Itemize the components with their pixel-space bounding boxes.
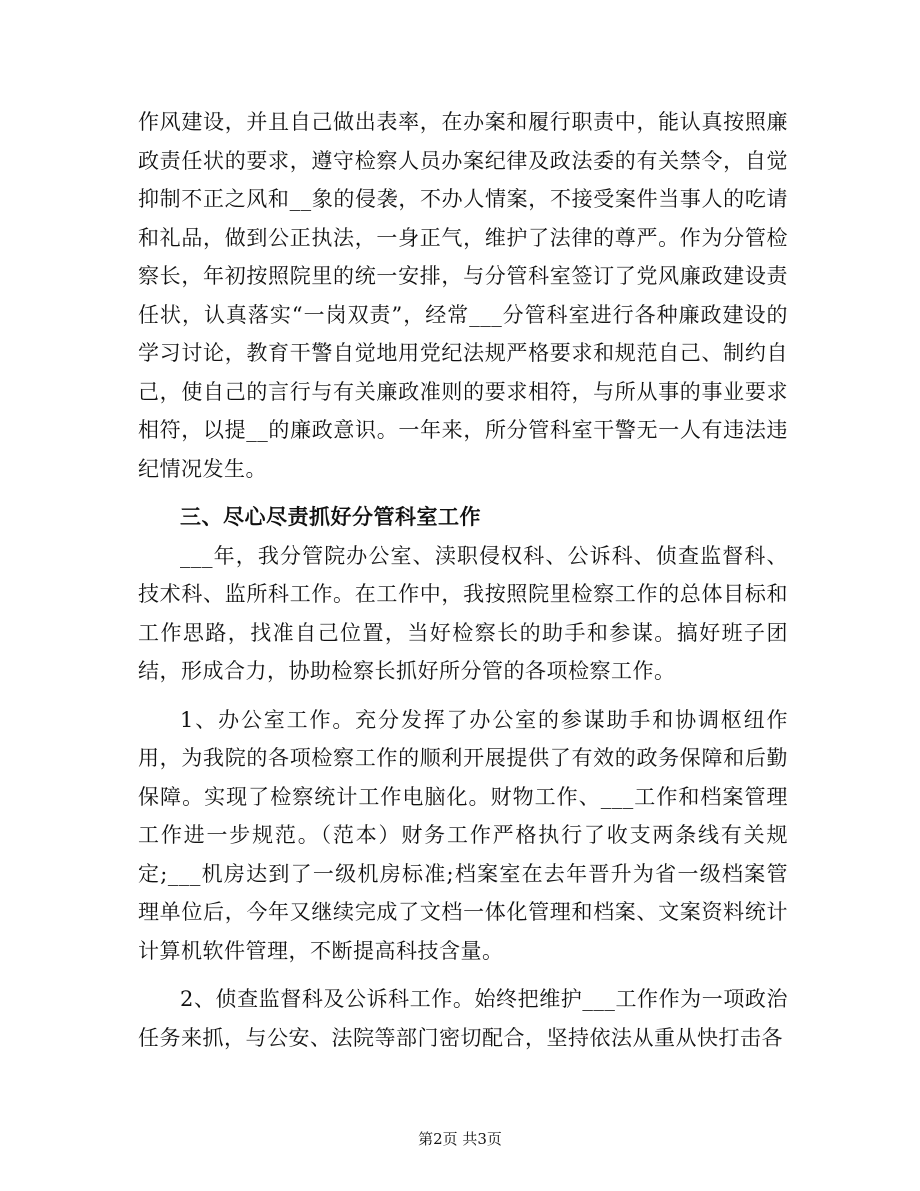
paragraph-intro: ___年，我分管院办公室、渎职侵权科、公诉科、侦查监督科、技术科、监所科工作。在工作中，我按照院里检察工作的总体目标和工作思路，找准自己位置，当好检察长的助手和参谋。搞好班子团结，形成合力，协助检察长抓好所分管的各项检察工作。	[138, 543, 788, 683]
page-number: 第2页 共3页	[418, 1130, 502, 1148]
spacer	[138, 970, 788, 980]
spacer	[138, 488, 788, 498]
paragraph-continuation: 作风建设，并且自己做出表率，在办案和履行职责中，能认真按照廉政责任状的要求，遵守检察人员办案纪律及政法委的有关禁令，自觉抑制不正之风和__象的侵袭，不办人情案，不接受案件当事人的吃请和礼品，做到公正执法，一身正气，维护了法律的尊严。作为分管检察长，年初按照院里的统一安排，与分管科室签订了党风廉政建设责任状，认真落实“一岗双责”，经常___分管科室进行各种廉政建设的学习讨论，教育干警自觉地用党纪法规严格要求和规范自己、制约自己，使自己的言行与有关廉政准则的要求相符，与所从事的事业要求相符，以提__的廉政意识。一年来，所分管科室干警无一人有违法违纪情况发生。	[138, 110, 788, 481]
spacer	[138, 691, 788, 701]
paragraph-supervision-work: 2、侦查监督科及公诉科工作。始终把维护___工作作为一项政治任务来抓，与公安、法院等部门密切配合，坚持依法从重从快打击各	[138, 987, 788, 1050]
document-body	[138, 103, 788, 1057]
paragraph-office-work: 1、办公室工作。充分发挥了办公室的参谋助手和协调枢纽作用，为我院的各项检察工作的顺利开展提供了有效的政务保障和后勤保障。实现了检察统计工作电脑化。财物工作、___工作和档案管理工作进一步规范。（范本）财务工作严格执行了收支两条线有关规定;___机房达到了一级机房标准;档案室在去年晋升为省一级档案管理单位后，今年又继续完成了文档一体化管理和档案、文案资料统计计算机软件管理，不断提高科技含量。	[138, 707, 788, 963]
section-heading: 三、尽心尽责抓好分管科室工作	[180, 504, 481, 529]
